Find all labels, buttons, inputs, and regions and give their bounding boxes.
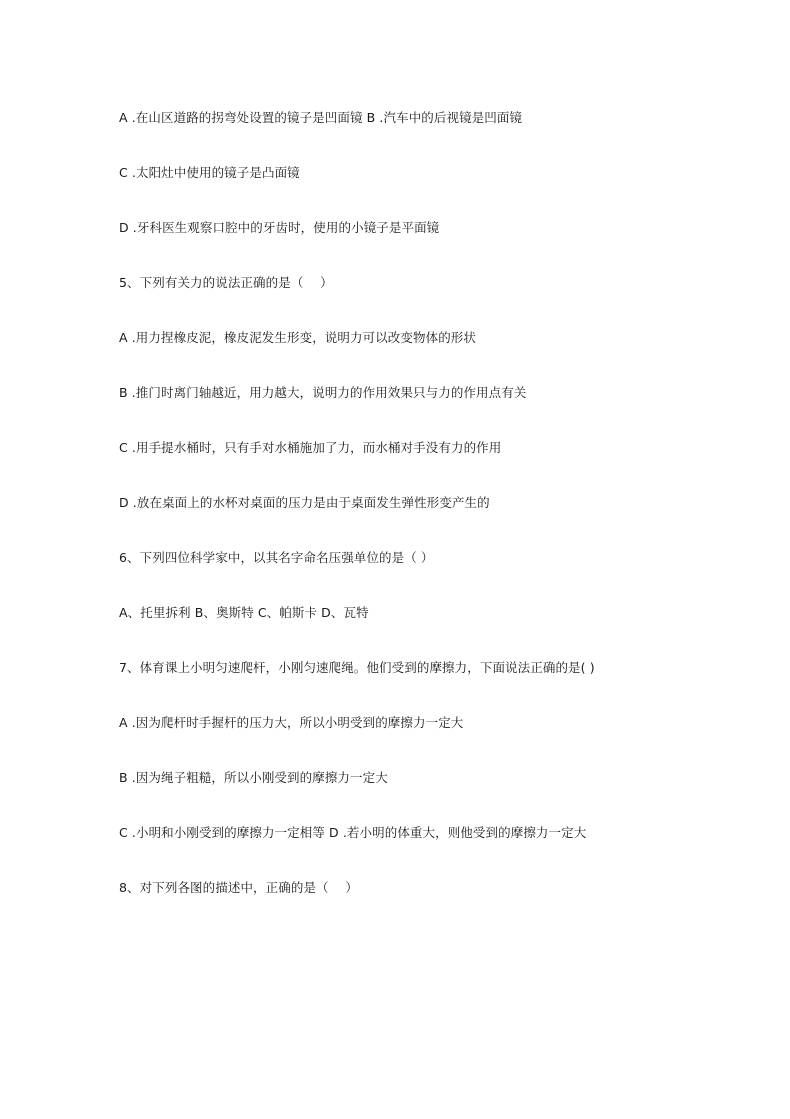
question-7-stem: 7、体育课上小明匀速爬杆，小刚匀速爬绳。他们受到的摩擦力，下面说法正确的是( ) [119,660,595,675]
question-4-option-d: D .牙科医生观察口腔中的牙齿时，使用的小镜子是平面镜 [119,220,440,235]
question-8-stem: 8、对下列各图的描述中，正确的是（ ） [119,880,358,895]
question-7-options-c-d: C .小明和小刚受到的摩擦力一定相等 D .若小明的体重大，则他受到的摩擦力一定大 [119,825,587,840]
question-6-options: A、托里拆利 B、奥斯特 C、帕斯卡 D、瓦特 [119,605,369,620]
question-5-stem: 5、下列有关力的说法正确的是（ ） [119,275,333,290]
question-7-option-a: A .因为爬杆时手握杆的压力大，所以小明受到的摩擦力一定大 [119,715,464,730]
question-5-option-a: A .用力捏橡皮泥，橡皮泥发生形变，说明力可以改变物体的形状 [119,330,476,345]
question-5-option-c: C .用手提水桶时，只有手对水桶施加了力，而水桶对手没有力的作用 [119,440,502,455]
question-6-stem: 6、下列四位科学家中，以其名字命名压强单位的是（ ） [119,550,434,565]
question-7-option-b: B .因为绳子粗糙，所以小刚受到的摩擦力一定大 [119,770,388,785]
question-4-options-a-b: A .在山区道路的拐弯处设置的镜子是凹面镜 B .汽车中的后视镜是凹面镜 [119,110,523,125]
question-4-option-c: C .太阳灶中使用的镜子是凸面镜 [119,165,300,180]
question-5-option-d: D .放在桌面上的水杯对桌面的压力是由于桌面发生弹性形变产生的 [119,495,490,510]
question-5-option-b: B .推门时离门轴越近，用力越大，说明力的作用效果只与力的作用点有关 [119,385,527,400]
